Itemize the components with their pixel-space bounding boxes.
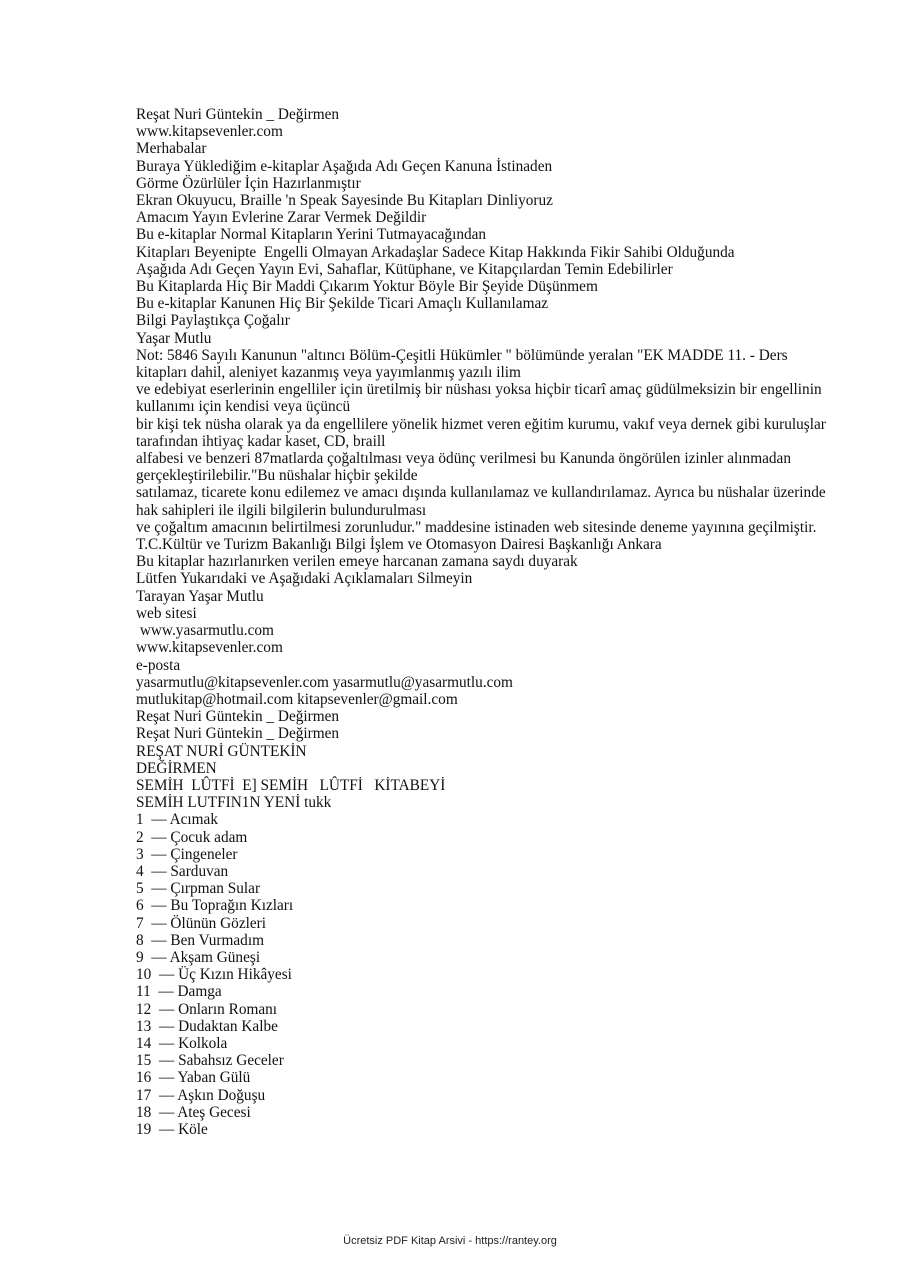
text-line: yasarmutlu@kitapsevenler.com yasarmutlu@yasarmutlu.com — [136, 673, 513, 691]
toc-item: 5 — Çırpman Sular — [136, 880, 261, 898]
toc-item: 4 — Sarduvan — [136, 862, 229, 880]
toc-item: 10 — Üç Kızın Hikâyesi — [136, 966, 292, 984]
text-line: ve çoğaltım amacının belirtilmesi zorunludur." maddesine istinaden web sitesinde deneme yayınına geçilmiştir. — [136, 518, 817, 536]
text-line: Reşat Nuri Güntekin _ Değirmen — [136, 725, 340, 743]
table-of-contents — [136, 811, 826, 1138]
page-footer: Ücretsiz PDF Kitap Arsivi - https://rantey.org — [343, 1235, 557, 1247]
text-line: Bu Kitaplarda Hiç Bir Maddi Çıkarım Yoktur Böyle Bir Şeyide Düşünmem — [136, 278, 598, 296]
text-line: mutlukitap@hotmail.com kitapsevenler@gmail.com — [136, 690, 458, 708]
text-line: Kitapları Beyenipte Engelli Olmayan Arkadaşlar Sadece Kitap Hakkında Fikir Sahibi Olduğunda — [136, 243, 735, 261]
header-text-block — [136, 106, 830, 812]
toc-item: 11 — Damga — [136, 983, 222, 1001]
text-line: Ekran Okuyucu, Braille 'n Speak Sayesinde Bu Kitapları Dinliyoruz — [136, 192, 553, 210]
text-line: SEMİH LÛTFİ E] SEMİH LÛTFİ KİTABEYİ — [136, 776, 446, 794]
text-line: alfabesi ve benzeri 87matlarda çoğaltılması veya ödünç verilmesi bu Kanunda öngörülen izinler alınmadan gerçekleştirilebilir."Bu nüshalar hiçbir şekilde — [136, 450, 795, 485]
toc-item: 18 — Ateş Gecesi — [136, 1103, 251, 1121]
text-line: Buraya Yüklediğim e-kitaplar Aşağıda Adı Geçen Kanuna İstinaden — [136, 157, 553, 175]
text-line: REŞAT NURİ GÜNTEKİN — [136, 742, 307, 760]
document-body — [136, 106, 830, 1138]
text-line: www.kitapsevenler.com — [136, 639, 283, 657]
toc-item: 9 — Akşam Güneşi — [136, 948, 261, 966]
text-line: Bu e-kitaplar Normal Kitapların Yerini Tutmayacağından — [136, 226, 487, 244]
text-line: bir kişi tek nüsha olarak ya da engellilere yönelik hizmet veren eğitim kurumu, vakıf veya dernek gibi kuruluşlar tarafından ihtiyaç kadar kaset, CD, braill — [136, 415, 830, 450]
text-line: Not: 5846 Sayılı Kanunun "altıncı Bölüm-Çeşitli Hükümler " bölümünde yeralan "EK MADDE 11. - Ders kitapları dahil, aleniyet kazanmış veya yayımlanmış yazılı ilim — [136, 346, 792, 382]
text-line: web sitesi — [136, 604, 197, 622]
text-line: Reşat Nuri Güntekin _ Değirmen — [136, 106, 340, 123]
text-line: DEĞİRMEN — [136, 759, 217, 777]
text-line: www.yasarmutlu.com — [136, 622, 274, 640]
text-line: Lütfen Yukarıdaki ve Aşağıdaki Açıklamaları Silmeyin — [136, 570, 473, 588]
text-line: Yaşar Mutlu — [136, 329, 212, 347]
toc-item: 17 — Aşkın Doğuşu — [136, 1086, 266, 1104]
text-line: www.kitapsevenler.com — [136, 123, 283, 141]
toc-item: 14 — Kolkola — [136, 1034, 228, 1052]
text-line: Aşağıda Adı Geçen Yayın Evi, Sahaflar, Kütüphane, ve Kitapçılardan Temin Edebilirler — [136, 260, 673, 278]
text-line: Merhabalar — [136, 140, 207, 158]
toc-item: 12 — Onların Romanı — [136, 1000, 278, 1018]
toc-item: 7 — Ölünün Gözleri — [136, 914, 267, 932]
text-line: Görme Özürlüler İçin Hazırlanmıştır — [136, 174, 361, 192]
toc-item: 15 — Sabahsız Geceler — [136, 1052, 284, 1070]
toc-item: 16 — Yaban Gülü — [136, 1069, 251, 1087]
text-line: Bu kitaplar hazırlanırken verilen emeye harcanan zamana saydı duyarak — [136, 553, 578, 571]
toc-item: 2 — Çocuk adam — [136, 828, 248, 846]
text-line: Tarayan Yaşar Mutlu — [136, 587, 264, 605]
toc-item: 1 — Acımak — [136, 811, 218, 829]
toc-item: 19 — Köle — [136, 1120, 208, 1138]
text-line: e-posta — [136, 656, 181, 674]
text-line: Reşat Nuri Güntekin _ Değirmen — [136, 708, 340, 726]
text-line: Amacım Yayın Evlerine Zarar Vermek Değildir — [136, 209, 427, 227]
text-line: SEMİH LUTFIN1N YENİ tukk — [136, 794, 332, 812]
toc-item: 6 — Bu Toprağın Kızları — [136, 897, 294, 915]
toc-item: 13 — Dudaktan Kalbe — [136, 1017, 278, 1035]
text-line: satılamaz, ticarete konu edilemez ve amacı dışında kullanılamaz ve kullandırılamaz. Ayrıca bu nüshalar üzerinde hak sahipleri ile ilgili bilgilerin bulundurulması — [136, 484, 830, 519]
text-line: T.C.Kültür ve Turizm Bakanlığı Bilgi İşlem ve Otomasyon Dairesi Başkanlığı Ankara — [136, 536, 662, 554]
text-line: Bu e-kitaplar Kanunen Hiç Bir Şekilde Ticari Amaçlı Kullanılamaz — [136, 295, 549, 313]
toc-item: 8 — Ben Vurmadım — [136, 931, 264, 949]
text-line: Bilgi Paylaştıkça Çoğalır — [136, 312, 290, 330]
text-line: ve edebiyat eserlerinin engelliler için üretilmiş bir nüshası yoksa hiçbir ticarî amaç güdülmeksizin bir engellinin kullanımı için kendisi veya üçüncü — [136, 381, 826, 416]
toc-item: 3 — Çingeneler — [136, 845, 238, 863]
